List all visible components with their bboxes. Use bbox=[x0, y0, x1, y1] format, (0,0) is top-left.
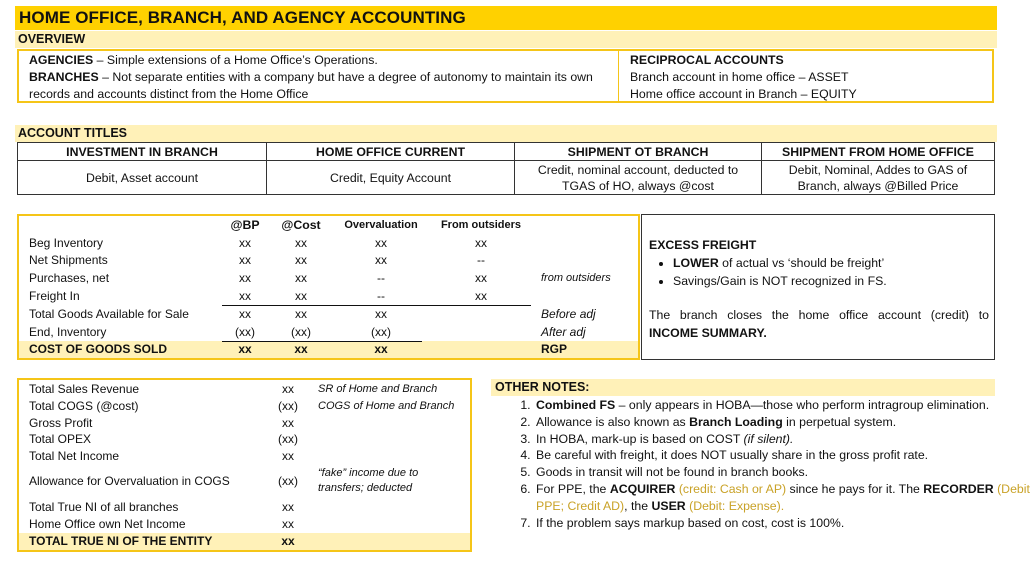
excess-freight-content bbox=[649, 236, 989, 342]
reciprocal-line-2: Home office account in Branch – EQUITY bbox=[630, 87, 857, 101]
cogs-header-over: Overvaluation bbox=[344, 219, 418, 231]
cogs-cell: xx bbox=[295, 253, 307, 267]
cogs-header-bp: @BP bbox=[230, 218, 260, 232]
cogs-cell: xx bbox=[239, 271, 251, 285]
note-6-recorder: RECORDER bbox=[923, 481, 994, 496]
cogs-total-cell: xx bbox=[294, 342, 308, 356]
cogs-row-label: Purchases, net bbox=[29, 271, 110, 285]
cogs-cell: -- bbox=[377, 271, 385, 285]
note-1-text: – only appears in HOBA—those who perform intragroup elimination. bbox=[615, 398, 990, 412]
cogs-cell: xx bbox=[375, 307, 387, 321]
note-6-acquirer-note: (credit: Cash or AP) bbox=[675, 481, 787, 496]
cogs-row-label: Freight In bbox=[29, 289, 80, 303]
ni-row-label: Allowance for Overvaluation in COGS bbox=[29, 474, 230, 488]
page-title-bar bbox=[15, 6, 997, 30]
note-2-post: in perpetual system. bbox=[782, 414, 897, 429]
cogs-row-label: Beg Inventory bbox=[29, 236, 104, 250]
account-val-1: Debit, Asset account bbox=[18, 161, 267, 195]
cogs-note: After adj bbox=[541, 325, 586, 339]
ni-value: (xx) bbox=[278, 474, 298, 488]
cogs-total-cell: xx bbox=[238, 342, 252, 356]
account-titles-header-row bbox=[18, 143, 995, 161]
excess-freight-lower: LOWER bbox=[673, 256, 719, 270]
cogs-total-note: RGP bbox=[541, 342, 568, 356]
branches-definition bbox=[29, 69, 615, 103]
note-item: 5. Goods in transit will not be found in branch books. bbox=[534, 464, 1034, 481]
account-col-1: INVESTMENT IN BRANCH bbox=[18, 143, 267, 161]
cogs-cell: xx bbox=[239, 236, 251, 250]
cogs-row-label: Total Goods Available for Sale bbox=[29, 307, 189, 321]
ni-row-label: Total COGS (@cost) bbox=[29, 399, 139, 413]
note-6-acquirer: ACQUIRER bbox=[609, 481, 676, 496]
note-6-user-note: (Debit: Expense). bbox=[685, 498, 785, 513]
cogs-cell: xx bbox=[239, 289, 251, 303]
account-col-3: SHIPMENT OT BRANCH bbox=[515, 143, 762, 161]
cogs-cell: xx bbox=[375, 236, 387, 250]
cogs-cell: (xx) bbox=[235, 325, 255, 339]
account-titles-header bbox=[15, 125, 997, 142]
excess-freight-bullet: • Savings/Gain is NOT recognized in FS. bbox=[673, 272, 989, 290]
page-title: HOME OFFICE, BRANCH, AND AGENCY ACCOUNTING bbox=[19, 8, 466, 27]
cogs-total-label: COST OF GOODS SOLD bbox=[29, 342, 168, 356]
account-val-2: Credit, Equity Account bbox=[267, 161, 515, 195]
excess-freight-heading: EXCESS FREIGHT bbox=[649, 238, 757, 252]
account-titles-table bbox=[17, 142, 995, 195]
ni-row-label: Gross Profit bbox=[29, 416, 93, 430]
ni-value: xx bbox=[282, 416, 294, 430]
ni-row-label: Total Sales Revenue bbox=[29, 382, 140, 396]
ni-row-label: Total True NI of all branches bbox=[29, 500, 179, 514]
note-item bbox=[534, 431, 1034, 448]
note-6-comma: , the bbox=[624, 498, 652, 513]
ni-value: (xx) bbox=[278, 399, 298, 413]
excess-freight-bullet1-text: of actual vs ‘should be freight’ bbox=[718, 256, 885, 270]
excess-freight-closing-bold: INCOME SUMMARY. bbox=[649, 326, 767, 340]
ni-total-value: xx bbox=[281, 534, 295, 548]
note-6-mid: since he pays for it. The bbox=[786, 481, 924, 496]
overview-header bbox=[15, 31, 997, 48]
note-1-bold: Combined FS bbox=[536, 398, 616, 412]
cogs-header-out: From outsiders bbox=[440, 219, 522, 231]
overview-left bbox=[29, 52, 615, 103]
cogs-cell: xx bbox=[239, 307, 251, 321]
overview-heading: OVERVIEW bbox=[18, 32, 86, 46]
excess-freight-closing bbox=[649, 306, 989, 342]
ni-value: xx bbox=[282, 382, 294, 396]
agencies-definition bbox=[29, 52, 615, 69]
reciprocal-line-1: Branch account in home office – ASSET bbox=[630, 70, 849, 84]
note-item bbox=[534, 414, 1034, 431]
ni-note: SR of Home and Branch bbox=[318, 383, 438, 395]
account-val-3: Credit, nominal account, deducted to TGAS of HO, always @cost bbox=[515, 161, 762, 195]
branches-term: BRANCHES bbox=[29, 70, 99, 84]
ni-value: xx bbox=[282, 449, 294, 463]
cogs-note: Before adj bbox=[541, 307, 596, 321]
cogs-cell: (xx) bbox=[371, 325, 391, 339]
account-titles-heading: ACCOUNT TITLES bbox=[18, 126, 128, 140]
cogs-cell: xx bbox=[295, 236, 307, 250]
cogs-row-label: Net Shipments bbox=[29, 253, 108, 267]
note-item: 7. If the problem says markup based on cost, cost is 100%. bbox=[534, 515, 1034, 532]
cogs-cell: xx bbox=[295, 271, 307, 285]
overview-right bbox=[630, 52, 990, 103]
ni-row-label: Total Net Income bbox=[29, 449, 120, 463]
excess-freight-closing-text: The branch closes the home office account (credit) to bbox=[649, 308, 989, 322]
ni-value: (xx) bbox=[278, 432, 298, 446]
reciprocal-heading: RECIPROCAL ACCOUNTS bbox=[630, 53, 784, 67]
excess-freight-bullet bbox=[673, 254, 989, 272]
note-item: 4. Be careful with freight, it does NOT usually share in the gross profit rate. bbox=[534, 447, 1034, 464]
account-val-4: Debit, Nominal, Addes to GAS of Branch, always @Billed Price bbox=[762, 161, 995, 195]
note-3-pre: In HOBA, mark-up is based on COST bbox=[536, 431, 744, 446]
note-6-user: USER bbox=[651, 498, 686, 513]
ni-row-label: Home Office own Net Income bbox=[29, 517, 186, 531]
note-3-italic: (if silent). bbox=[743, 431, 794, 446]
cogs-note: from outsiders bbox=[541, 272, 611, 284]
cogs-cell: -- bbox=[377, 289, 385, 303]
note-item bbox=[534, 397, 1034, 414]
cogs-row-label: End, Inventory bbox=[29, 325, 107, 339]
excess-freight-list bbox=[649, 254, 989, 290]
overview-divider bbox=[618, 49, 619, 103]
ni-note: “fake” income due to transfers; deducted bbox=[318, 467, 419, 494]
account-col-2: HOME OFFICE CURRENT bbox=[267, 143, 515, 161]
cogs-cell: xx bbox=[239, 253, 251, 267]
agencies-text: – Simple extensions of a Home Office’s Operations. bbox=[93, 53, 378, 67]
ni-value: xx bbox=[282, 500, 294, 514]
ni-total-label: TOTAL TRUE NI OF THE ENTITY bbox=[29, 534, 213, 548]
ni-row-label: Total OPEX bbox=[29, 432, 92, 446]
agencies-term: AGENCIES bbox=[29, 53, 94, 67]
cogs-total-cell: xx bbox=[374, 342, 388, 356]
note-6-recorder-note: (Debit PPE; Credit AD) bbox=[536, 481, 1030, 513]
branches-text: – Not separate entities with a company but have a degree of autonomy to maintain its own records and accounts distinct from the Home Office bbox=[29, 70, 593, 101]
cogs-cell: xx bbox=[295, 307, 307, 321]
cogs-cell: xx bbox=[475, 289, 487, 303]
cogs-cell: (xx) bbox=[291, 325, 311, 339]
cogs-cell: xx bbox=[295, 289, 307, 303]
cogs-cell: xx bbox=[475, 271, 487, 285]
note-2-pre: Allowance is also known as bbox=[536, 414, 690, 429]
cogs-header-cost: @Cost bbox=[281, 218, 321, 232]
cogs-cell: -- bbox=[477, 253, 485, 267]
other-notes-list bbox=[494, 397, 1034, 531]
other-notes-header bbox=[491, 379, 995, 396]
ni-note: COGS of Home and Branch bbox=[318, 400, 455, 412]
ni-value: xx bbox=[282, 517, 294, 531]
other-notes-heading: OTHER NOTES: bbox=[495, 380, 590, 394]
note-2-bold: Branch Loading bbox=[689, 414, 783, 429]
note-6-pre: For PPE, the bbox=[536, 481, 610, 496]
account-titles-value-row bbox=[18, 161, 995, 195]
note-item bbox=[534, 481, 1034, 515]
cogs-cell: xx bbox=[375, 253, 387, 267]
cogs-cell: xx bbox=[475, 236, 487, 250]
account-col-4: SHIPMENT FROM HOME OFFICE bbox=[762, 143, 995, 161]
